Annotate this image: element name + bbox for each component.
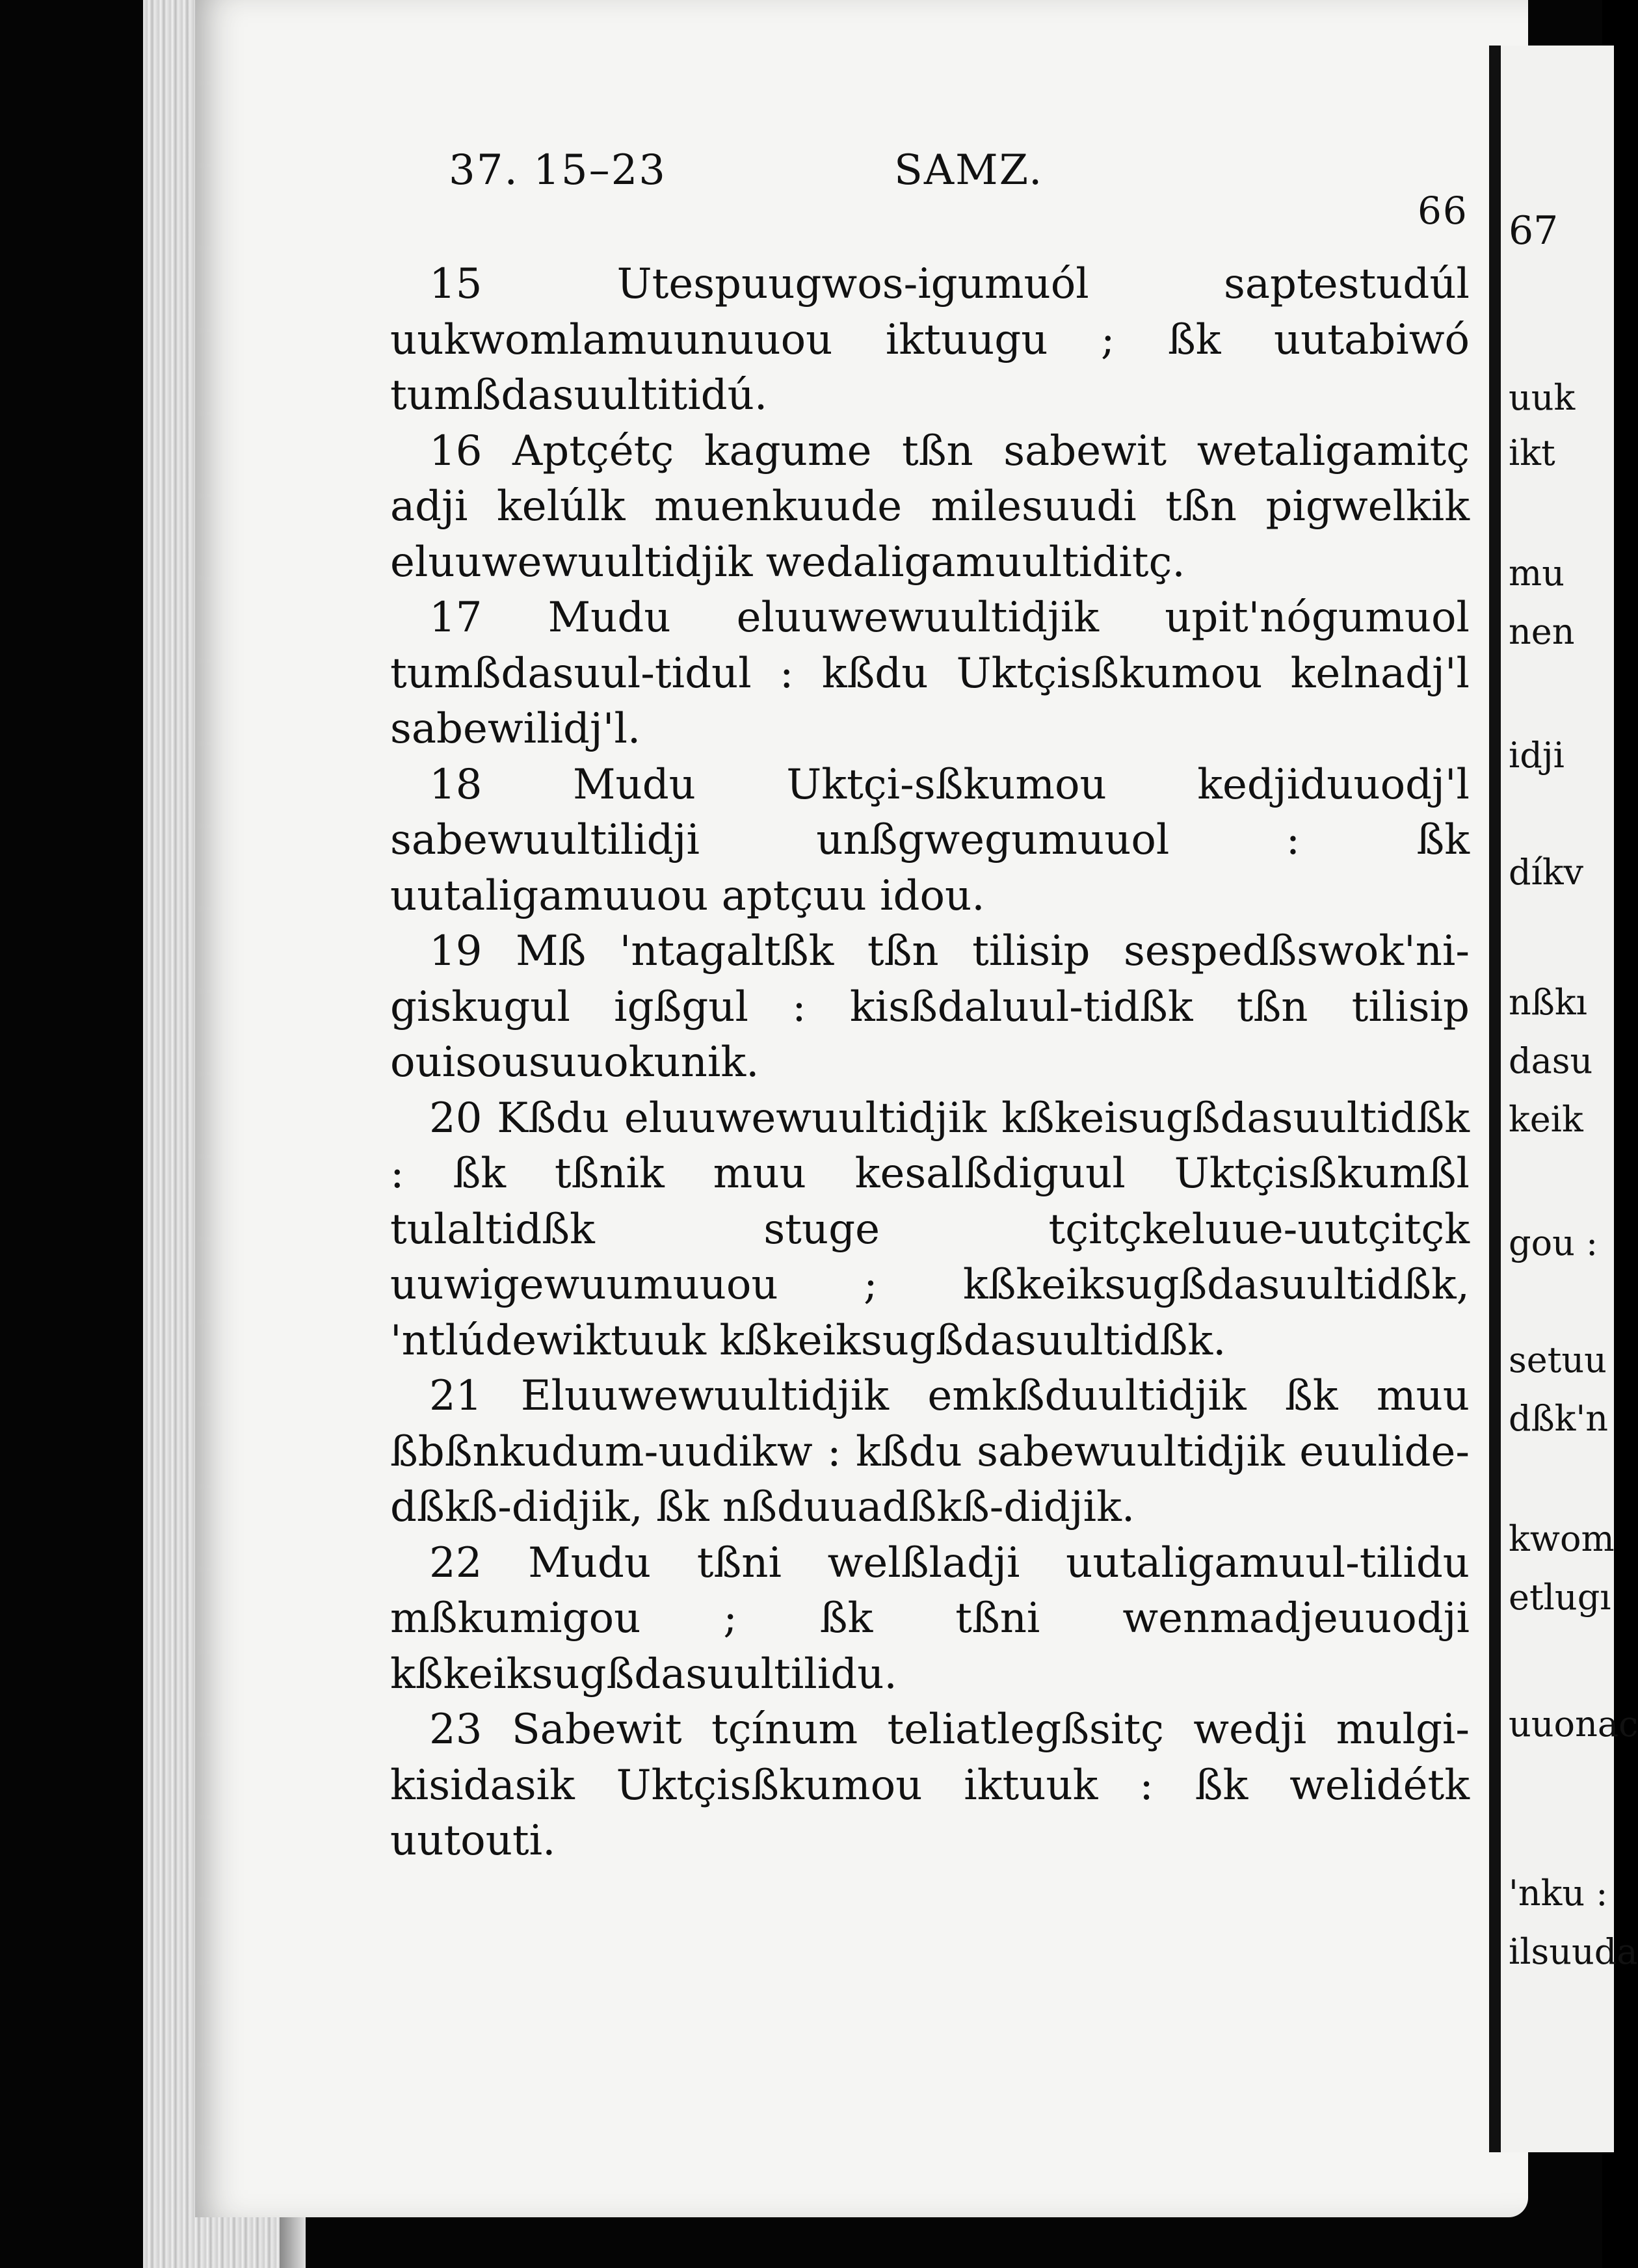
facing-line-fragment: gou : bbox=[1509, 1222, 1598, 1263]
facing-line-fragment: kwom bbox=[1509, 1518, 1615, 1559]
verse-text: Mudu Uktçi-sßkumou kedjiduuodj'l sabewuultilidji unßgwegumuuol : ßk uutaligamuuou aptçuu idou. bbox=[390, 760, 1470, 920]
facing-line-fragment: dßk'n bbox=[1509, 1398, 1608, 1439]
facing-line-fragment: uuk bbox=[1509, 377, 1576, 418]
verse-number: 18 bbox=[429, 760, 482, 809]
verse-text: Aptçétç kagume tßn sabewit wetaligamitç adji kelúlk muenkuude milesuudi tßn pigwelkik eluuwewuultidjik wedaligamuultiditç. bbox=[390, 427, 1470, 587]
facing-line-fragment: dasu bbox=[1509, 1040, 1593, 1081]
verse-number: 19 bbox=[429, 927, 482, 975]
verse-number: 20 bbox=[429, 1094, 482, 1142]
facing-page-number: 67 bbox=[1509, 208, 1559, 254]
facing-line-fragment: mu bbox=[1509, 553, 1565, 594]
facing-line-fragment: setuu bbox=[1509, 1339, 1607, 1380]
facing-line-fragment: ilsuuda bbox=[1509, 1931, 1638, 1972]
verse-text: Sabewit tçínum teliatlegßsitç wedji mulgi-kisidasik Uktçisßkumou iktuuk : ßk welidétk uutouti. bbox=[390, 1706, 1470, 1865]
verse-text: Utespuugwos-igumuól saptestudúl uukwomlamuunuuou iktuugu ; ßk uutabiwó tumßdasuultitidú. bbox=[390, 260, 1470, 419]
facing-line-fragment: uuonac bbox=[1509, 1704, 1638, 1745]
verse-number: 21 bbox=[429, 1372, 482, 1420]
verse-18 bbox=[390, 758, 1470, 925]
verse-16 bbox=[390, 424, 1470, 591]
facing-line-fragment: idji bbox=[1509, 735, 1565, 776]
verse-text: Mudu eluuwewuultidjik upit'nógumuol tumßdasuul-tidul : kßdu Uktçisßkumou kelnadj'l sabewilidj'l. bbox=[390, 594, 1470, 753]
verse-text: Kßdu eluuwewuultidjik kßkeisugßdasuultidßk : ßk tßnik muu kesalßdiguul Uktçisßkumßl tulaltidßk stuge tçitçkeluue-uutçitçk uuwigewuumuuou ; kßkeiksugßdasuultidßk, 'ntlúdewiktuuk kßkeiksugßdasuultidßk. bbox=[390, 1094, 1470, 1365]
verse-15 bbox=[390, 257, 1470, 424]
verse-number: 15 bbox=[429, 260, 482, 308]
facing-line-fragment: 'nku : bbox=[1509, 1873, 1608, 1914]
verse-22 bbox=[390, 1536, 1470, 1703]
facing-line-fragment: etlugı bbox=[1509, 1577, 1611, 1618]
verse-20 bbox=[390, 1091, 1470, 1369]
verse-text: Mß 'ntagaltßk tßn tilisip sespedßswok'ni-giskugul igßgul : kisßdaluul-tidßk tßn tilisip ouisousuuokunik. bbox=[390, 927, 1470, 1087]
facing-line-fragment: díkv bbox=[1509, 852, 1584, 893]
verse-text-block bbox=[390, 257, 1470, 1869]
facing-line-fragment: nßkı bbox=[1509, 982, 1587, 1023]
book-title: SAMZ. bbox=[894, 146, 1044, 194]
verse-19 bbox=[390, 924, 1470, 1091]
verse-number: 22 bbox=[429, 1538, 482, 1587]
facing-line-fragment: nen bbox=[1509, 611, 1575, 652]
verse-number: 23 bbox=[429, 1706, 482, 1754]
verse-23 bbox=[390, 1702, 1470, 1869]
verse-17 bbox=[390, 590, 1470, 758]
facing-line-fragment: keik bbox=[1509, 1099, 1583, 1140]
verse-21 bbox=[390, 1369, 1470, 1536]
facing-line-fragment: ikt bbox=[1509, 432, 1555, 473]
chapter-verse-range: 37. 15–23 bbox=[449, 146, 667, 194]
verse-number: 17 bbox=[429, 594, 482, 642]
verse-text: Mudu tßni welßladji uutaligamuul-tilidu mßkumigou ; ßk tßni wenmadjeuuodji kßkeiksugßdasuultilidu. bbox=[390, 1538, 1470, 1698]
verse-text: Eluuwewuultidjik emkßduultidjik ßk muu ßbßnkudum-uudikw : kßdu sabewuultidjik euulide-dßkß-didjik, ßk nßduuadßkß-didjik. bbox=[390, 1372, 1470, 1531]
page-number: 66 bbox=[1418, 189, 1468, 233]
verse-number: 16 bbox=[429, 427, 482, 475]
